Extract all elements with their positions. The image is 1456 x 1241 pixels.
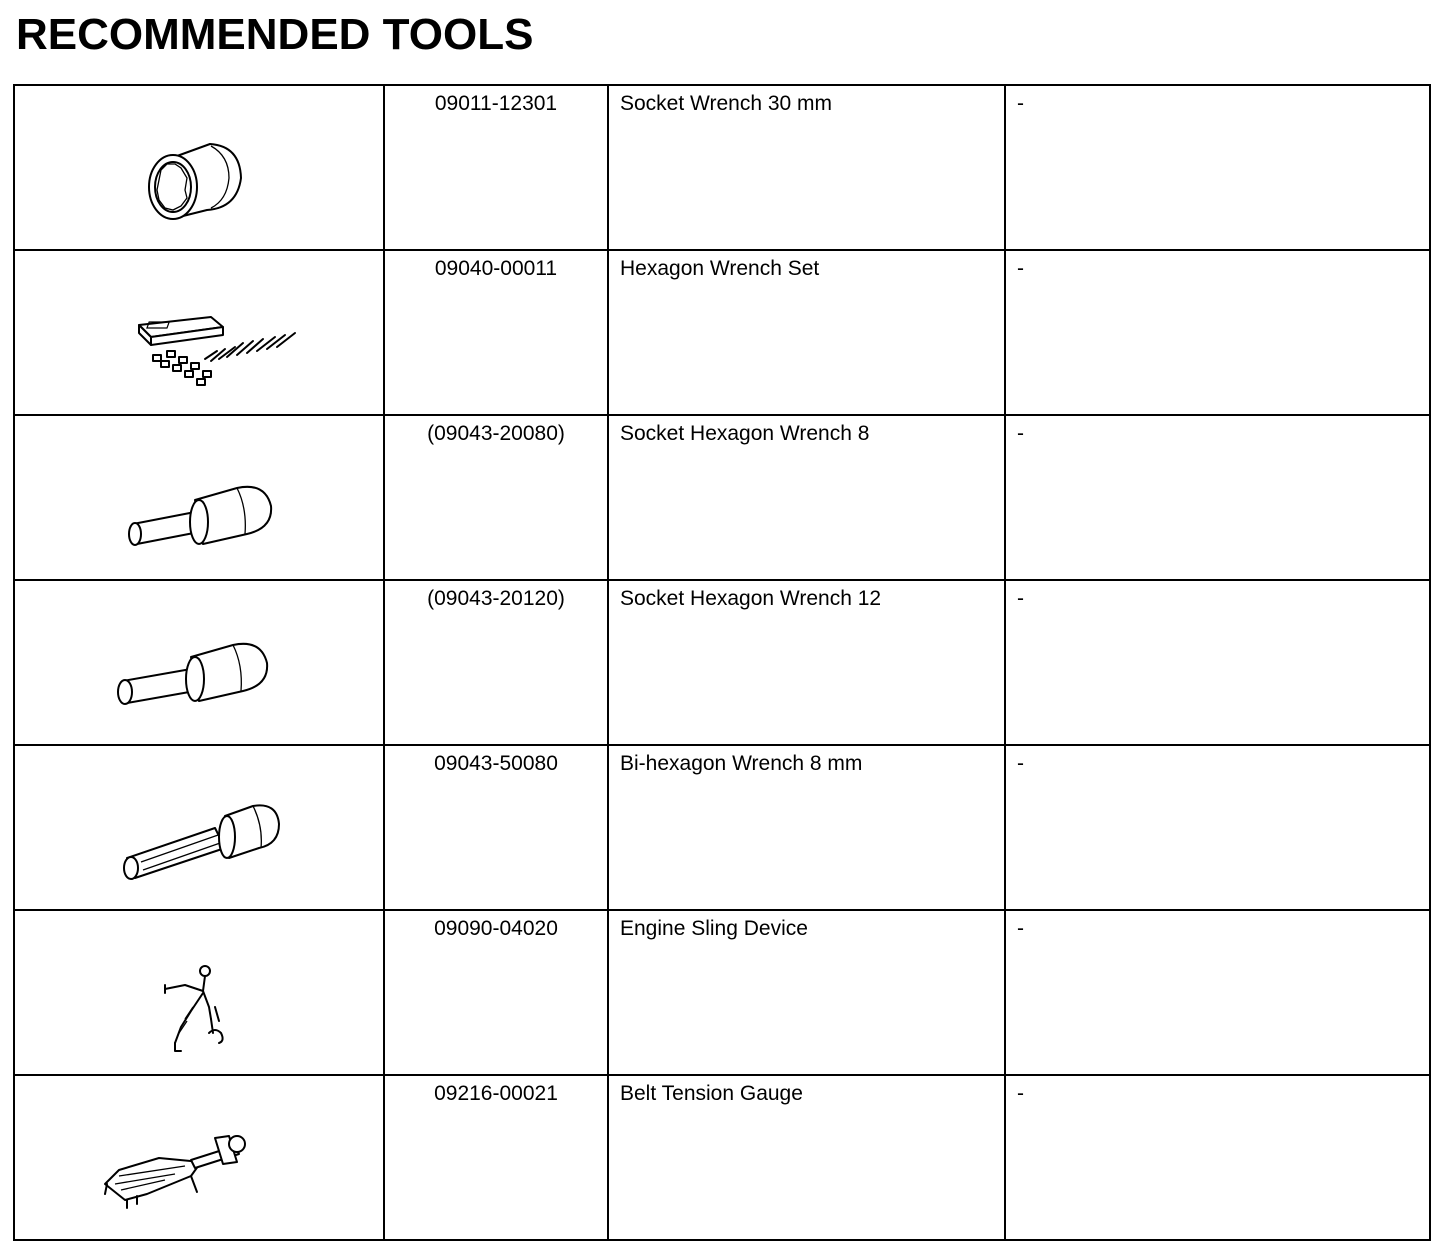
part-number: (09043-20120) <box>384 580 608 745</box>
page-title: RECOMMENDED TOOLS <box>16 10 534 59</box>
tool-name: Bi-hexagon Wrench 8 mm <box>608 745 1005 910</box>
tool-image-cell <box>14 1075 384 1240</box>
table-row <box>14 580 1430 745</box>
tool-image-cell <box>14 415 384 580</box>
part-number: 09043-50080 <box>384 745 608 910</box>
table-row <box>14 1075 1430 1240</box>
tool-note: - <box>1005 85 1430 250</box>
tool-name: Socket Hexagon Wrench 8 <box>608 415 1005 580</box>
belt-tension-gauge-icon <box>15 1076 383 1233</box>
part-number: 09216-00021 <box>384 1075 608 1240</box>
part-number: 09040-00011 <box>384 250 608 415</box>
bi-hexagon-wrench-icon <box>15 746 383 903</box>
part-number: (09043-20080) <box>384 415 608 580</box>
tool-name: Socket Hexagon Wrench 12 <box>608 580 1005 745</box>
tool-image-cell <box>14 580 384 745</box>
tool-name: Engine Sling Device <box>608 910 1005 1075</box>
table-row <box>14 250 1430 415</box>
table-row <box>14 745 1430 910</box>
tool-note: - <box>1005 1075 1430 1240</box>
tool-note: - <box>1005 580 1430 745</box>
tool-note: - <box>1005 910 1430 1075</box>
socket-hexagon-wrench-icon <box>15 581 383 738</box>
tool-note: - <box>1005 745 1430 910</box>
tool-name: Socket Wrench 30 mm <box>608 85 1005 250</box>
tool-image-cell <box>14 250 384 415</box>
hexagon-wrench-set-icon <box>15 251 383 408</box>
socket-wrench-icon <box>15 86 383 243</box>
part-number: 09011-12301 <box>384 85 608 250</box>
part-number: 09090-04020 <box>384 910 608 1075</box>
tool-note: - <box>1005 250 1430 415</box>
table-row <box>14 415 1430 580</box>
table-row <box>14 910 1430 1075</box>
tool-name: Hexagon Wrench Set <box>608 250 1005 415</box>
tools-table <box>13 84 1431 1241</box>
tool-image-cell <box>14 745 384 910</box>
tool-image-cell <box>14 85 384 250</box>
tool-note: - <box>1005 415 1430 580</box>
engine-sling-device-icon <box>15 911 383 1068</box>
tool-name: Belt Tension Gauge <box>608 1075 1005 1240</box>
table-row <box>14 85 1430 250</box>
tool-image-cell <box>14 910 384 1075</box>
socket-hexagon-wrench-icon <box>15 416 383 573</box>
